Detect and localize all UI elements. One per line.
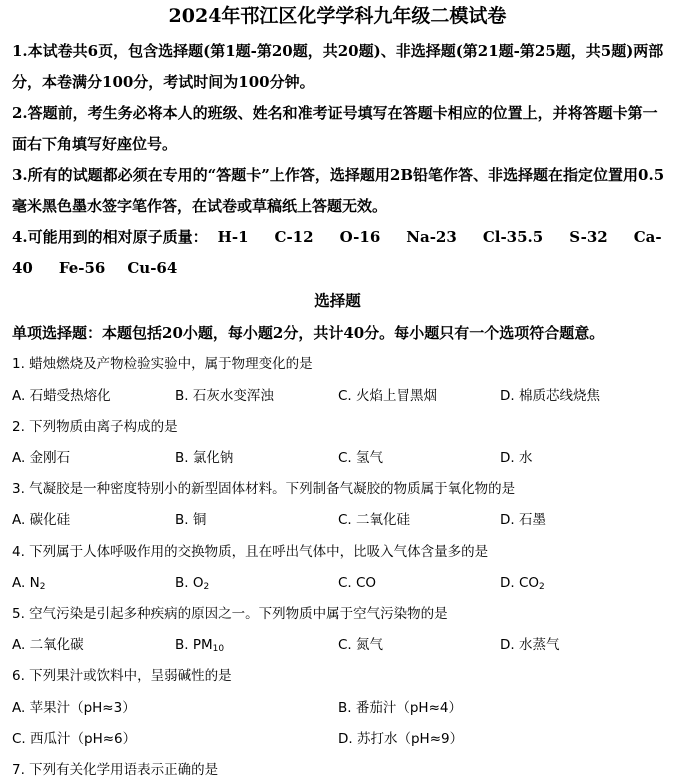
- instruction-3: 3.所有的试题都必须在专用的“答题卡”上作答，选择题用2B铅笔作答、非选择题在指定位置用0.5毫米黑色墨水签字笔作答，在试卷或草稿纸上答题无效。: [12, 166, 665, 215]
- option-c: C. 西瓜汁（pH≈6）: [12, 731, 137, 747]
- option-b: B. $O_2$: [175, 575, 210, 592]
- atomic-mass-item: Cu-64: [127, 259, 178, 277]
- option-b: B. 氯化钠: [175, 450, 234, 466]
- option-a: A. 石蜡受热熔化: [12, 388, 111, 404]
- atomic-mass-item: C-12: [274, 228, 314, 246]
- option-d: D. 棉质芯线烧焦: [500, 388, 600, 404]
- option-b: B. 铜: [175, 512, 207, 528]
- option-b: B. 石灰水变浑浊: [175, 388, 274, 404]
- option-a: A. 金刚石: [12, 450, 71, 466]
- option-c: C. 火焰上冒黑烟: [338, 388, 438, 404]
- atomic-mass-item: Cl-35.5: [482, 228, 544, 246]
- question-stem: 2. 下列物质由离子构成的是: [12, 419, 178, 435]
- option-a: A. 二氧化碳: [12, 637, 84, 653]
- instruction-1: 1.本试卷共6页，包含选择题(第1题-第20题，共20题)、非选择题(第21题-第25题，共5题)两部分，本卷满分100分，考试时间为100分钟。: [12, 42, 664, 91]
- question-stem: 7. 下列有关化学用语表示正确的是: [12, 762, 219, 778]
- instruction-2: 2.答题前，考生务必将本人的班级、姓名和准考证号填写在答题卡相应的位置上，并将答题卡第一面右下角填写好座位号。: [12, 104, 658, 153]
- option-c: C. 氮气: [338, 637, 384, 653]
- atomic-mass-line: [12, 222, 667, 284]
- section-title: 选择题: [314, 291, 361, 310]
- option-b: B. $PM_{10}$: [175, 637, 225, 654]
- exam-title: 2024年邗江区化学学科九年级二模试卷: [168, 5, 507, 27]
- atomic-mass-item: H-1: [217, 228, 249, 246]
- instructions: [12, 36, 667, 284]
- option-c: C. CO: [338, 575, 377, 591]
- option-c: C. 氢气: [338, 450, 384, 466]
- option-a: A. 苹果汁（pH≈3）: [12, 700, 136, 716]
- atomic-mass-item: Na-23: [406, 228, 457, 246]
- option-c: C. 二氧化硅: [338, 512, 411, 528]
- option-d: D. 水: [500, 450, 533, 466]
- atomic-mass-item: S-32: [569, 228, 608, 246]
- question-stem: 1. 蜡烛燃烧及产物检验实验中，属于物理变化的是: [12, 356, 313, 372]
- option-d: D. $CO_2$: [500, 575, 545, 592]
- option-a: A. 碳化硅: [12, 512, 71, 528]
- question-stem: 4. 下列属于人体呼吸作用的交换物质，且在呼出气体中，比吸入气体含量多的是: [12, 544, 489, 560]
- option-d: D. 水蒸气: [500, 637, 560, 653]
- option-d: D. 石墨: [500, 512, 546, 528]
- atomic-mass-item: Ca-40: [12, 228, 662, 277]
- question-stem: 3. 气凝胶是一种密度特别小的新型固体材料。下列制备气凝胶的物质属于氧化物的是: [12, 481, 516, 497]
- atomic-mass-item: O-16: [339, 228, 381, 246]
- option-b: B. 番茄汁（pH≈4）: [338, 700, 462, 716]
- atomic-mass-label: 4.可能用到的相对原子质量：: [12, 228, 208, 246]
- section-description: 单项选择题：本题包括20小题，每小题2分，共计40分。每小题只有一个选项符合题意。: [12, 324, 605, 342]
- atomic-mass-item: Fe-56: [58, 259, 106, 277]
- option-d: D. 苏打水（pH≈9）: [338, 731, 464, 747]
- question-stem: 5. 空气污染是引起多种疾病的原因之一。下列物质中属于空气污染物的是: [12, 606, 448, 622]
- option-a: A. $N_2$: [12, 575, 46, 592]
- question-stem: 6. 下列果汁或饮料中，呈弱碱性的是: [12, 668, 232, 684]
